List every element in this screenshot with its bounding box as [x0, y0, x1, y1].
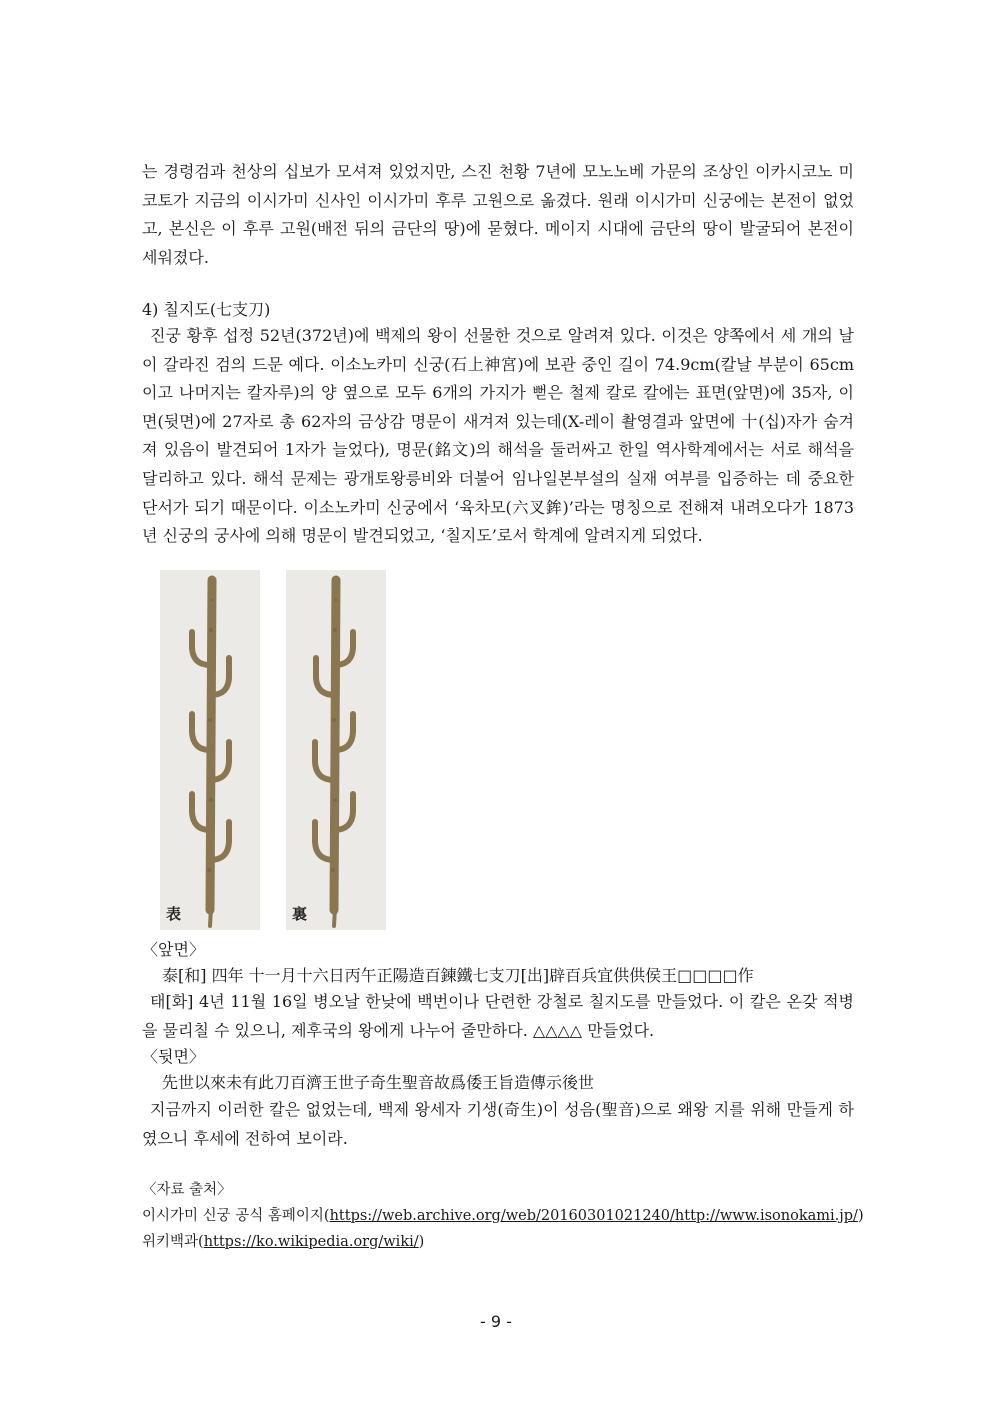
source-link-wikipedia[interactable]: https://ko.wikipedia.org/wiki/ — [203, 1234, 419, 1250]
source-prefix: 위키백과( — [142, 1234, 204, 1250]
seven-branched-sword-back — [286, 570, 386, 930]
back-translation: 지금까지 이러한 칼은 없었는데, 백제 왕세자 기생(奇生)이 성음(聖音)으로 왜왕 지를 위해 만들게 하였으니 후세에 전하여 보이라. — [142, 1100, 854, 1148]
front-original-text: 泰[和] 四年 十一月十六日丙午正陽造百鍊鐵七支刀[出]辟百兵宜供供侯王□□□□作 — [162, 966, 754, 985]
front-label: 表 — [166, 905, 182, 923]
seven-branched-sword-front — [160, 570, 260, 930]
sword-back-image — [286, 570, 386, 930]
back-label: 裏 — [292, 905, 308, 923]
front-translation: 태[화] 4년 11월 16일 병오날 한낮에 백번이나 단련한 강철로 칠지도를 만들었다. 이 칼은 온갖 적병을 물리칠 수 있으니, 제후국의 왕에게 나누어 줄만하다. △△△△ 만들었다. — [142, 992, 854, 1040]
front-heading: 〈앞면〉 — [142, 940, 205, 959]
section-heading: 4) 칠지도(七支刀) — [142, 300, 271, 319]
source-link-isonokami[interactable]: https://web.archive.org/web/20160301021240/http://www.isonokami.jp/ — [329, 1208, 858, 1224]
intro-paragraph: 는 경령검과 천상의 십보가 모셔져 있었지만, 스진 천황 7년에 모노노베 가문의 조상인 이카시코노 미코토가 지금의 이시가미 신사인 이시가미 후루 고원으로 옮겼다. 원래 이시가미 신궁에는 본전이 없었고, 본신은 이 후루 고원(배전 뒤의 금단의 땅)에 묻혔다. 메이지 시대에 금단의 땅이 발굴되어 본전이 세워졌다. — [142, 162, 854, 267]
page-number: - 9 - — [480, 1312, 512, 1331]
source-suffix: ) — [857, 1208, 864, 1224]
back-heading: 〈뒷면〉 — [142, 1047, 205, 1066]
source-item — [142, 1229, 864, 1255]
sources-section — [142, 1177, 864, 1255]
back-original-text: 先世以來未有此刀百濟王世子奇生聖音故爲倭王旨造傳示後世 — [162, 1073, 595, 1092]
section-paragraph: 진궁 황후 섭정 52년(372년)에 백제의 왕이 선물한 것으로 알려져 있다. 이것은 양쪽에서 세 개의 날이 갈라진 검의 드문 예다. 이소노카미 신궁(石上神宮)에 보관 중인 길이 74.9cm(칼날 부분이 65cm이고 나머지는 칼자루)의 양 옆으로 모두 6개의 가지가 뻗은 철제 칼로 칼에는 표면(앞면)에 35자, 이면(뒷면)에 27자로 총 62자의 금상감 명문이 새겨져 있는데(X-레이 촬영결과 앞면에 十(십)자가 숨겨져 있음이 발견되어 1자가 늘었다), 명문(銘文)의 해석을 둘러싸고 한일 역사학계에서는 서로 해석을 달리하고 있다. 해석 문제는 광개토왕릉비와 더불어 임나일본부설의 실재 여부를 입증하는 데 중요한 단서가 되기 때문이다. 이소노카미 신궁에서 ‘육차모(六叉鉾)’라는 명칭으로 전해져 내려오다가 1873년 신궁의 궁사에 의해 명문이 발견되었고, ‘칠지도’로서 학계에 알려지게 되었다. — [142, 326, 854, 546]
sword-front-image — [160, 570, 260, 930]
sources-heading: 〈자료 출처〉 — [142, 1182, 232, 1198]
source-item — [142, 1203, 864, 1229]
source-prefix: 이시가미 신궁 공식 홈페이지( — [142, 1208, 330, 1224]
source-suffix: ) — [418, 1234, 425, 1250]
